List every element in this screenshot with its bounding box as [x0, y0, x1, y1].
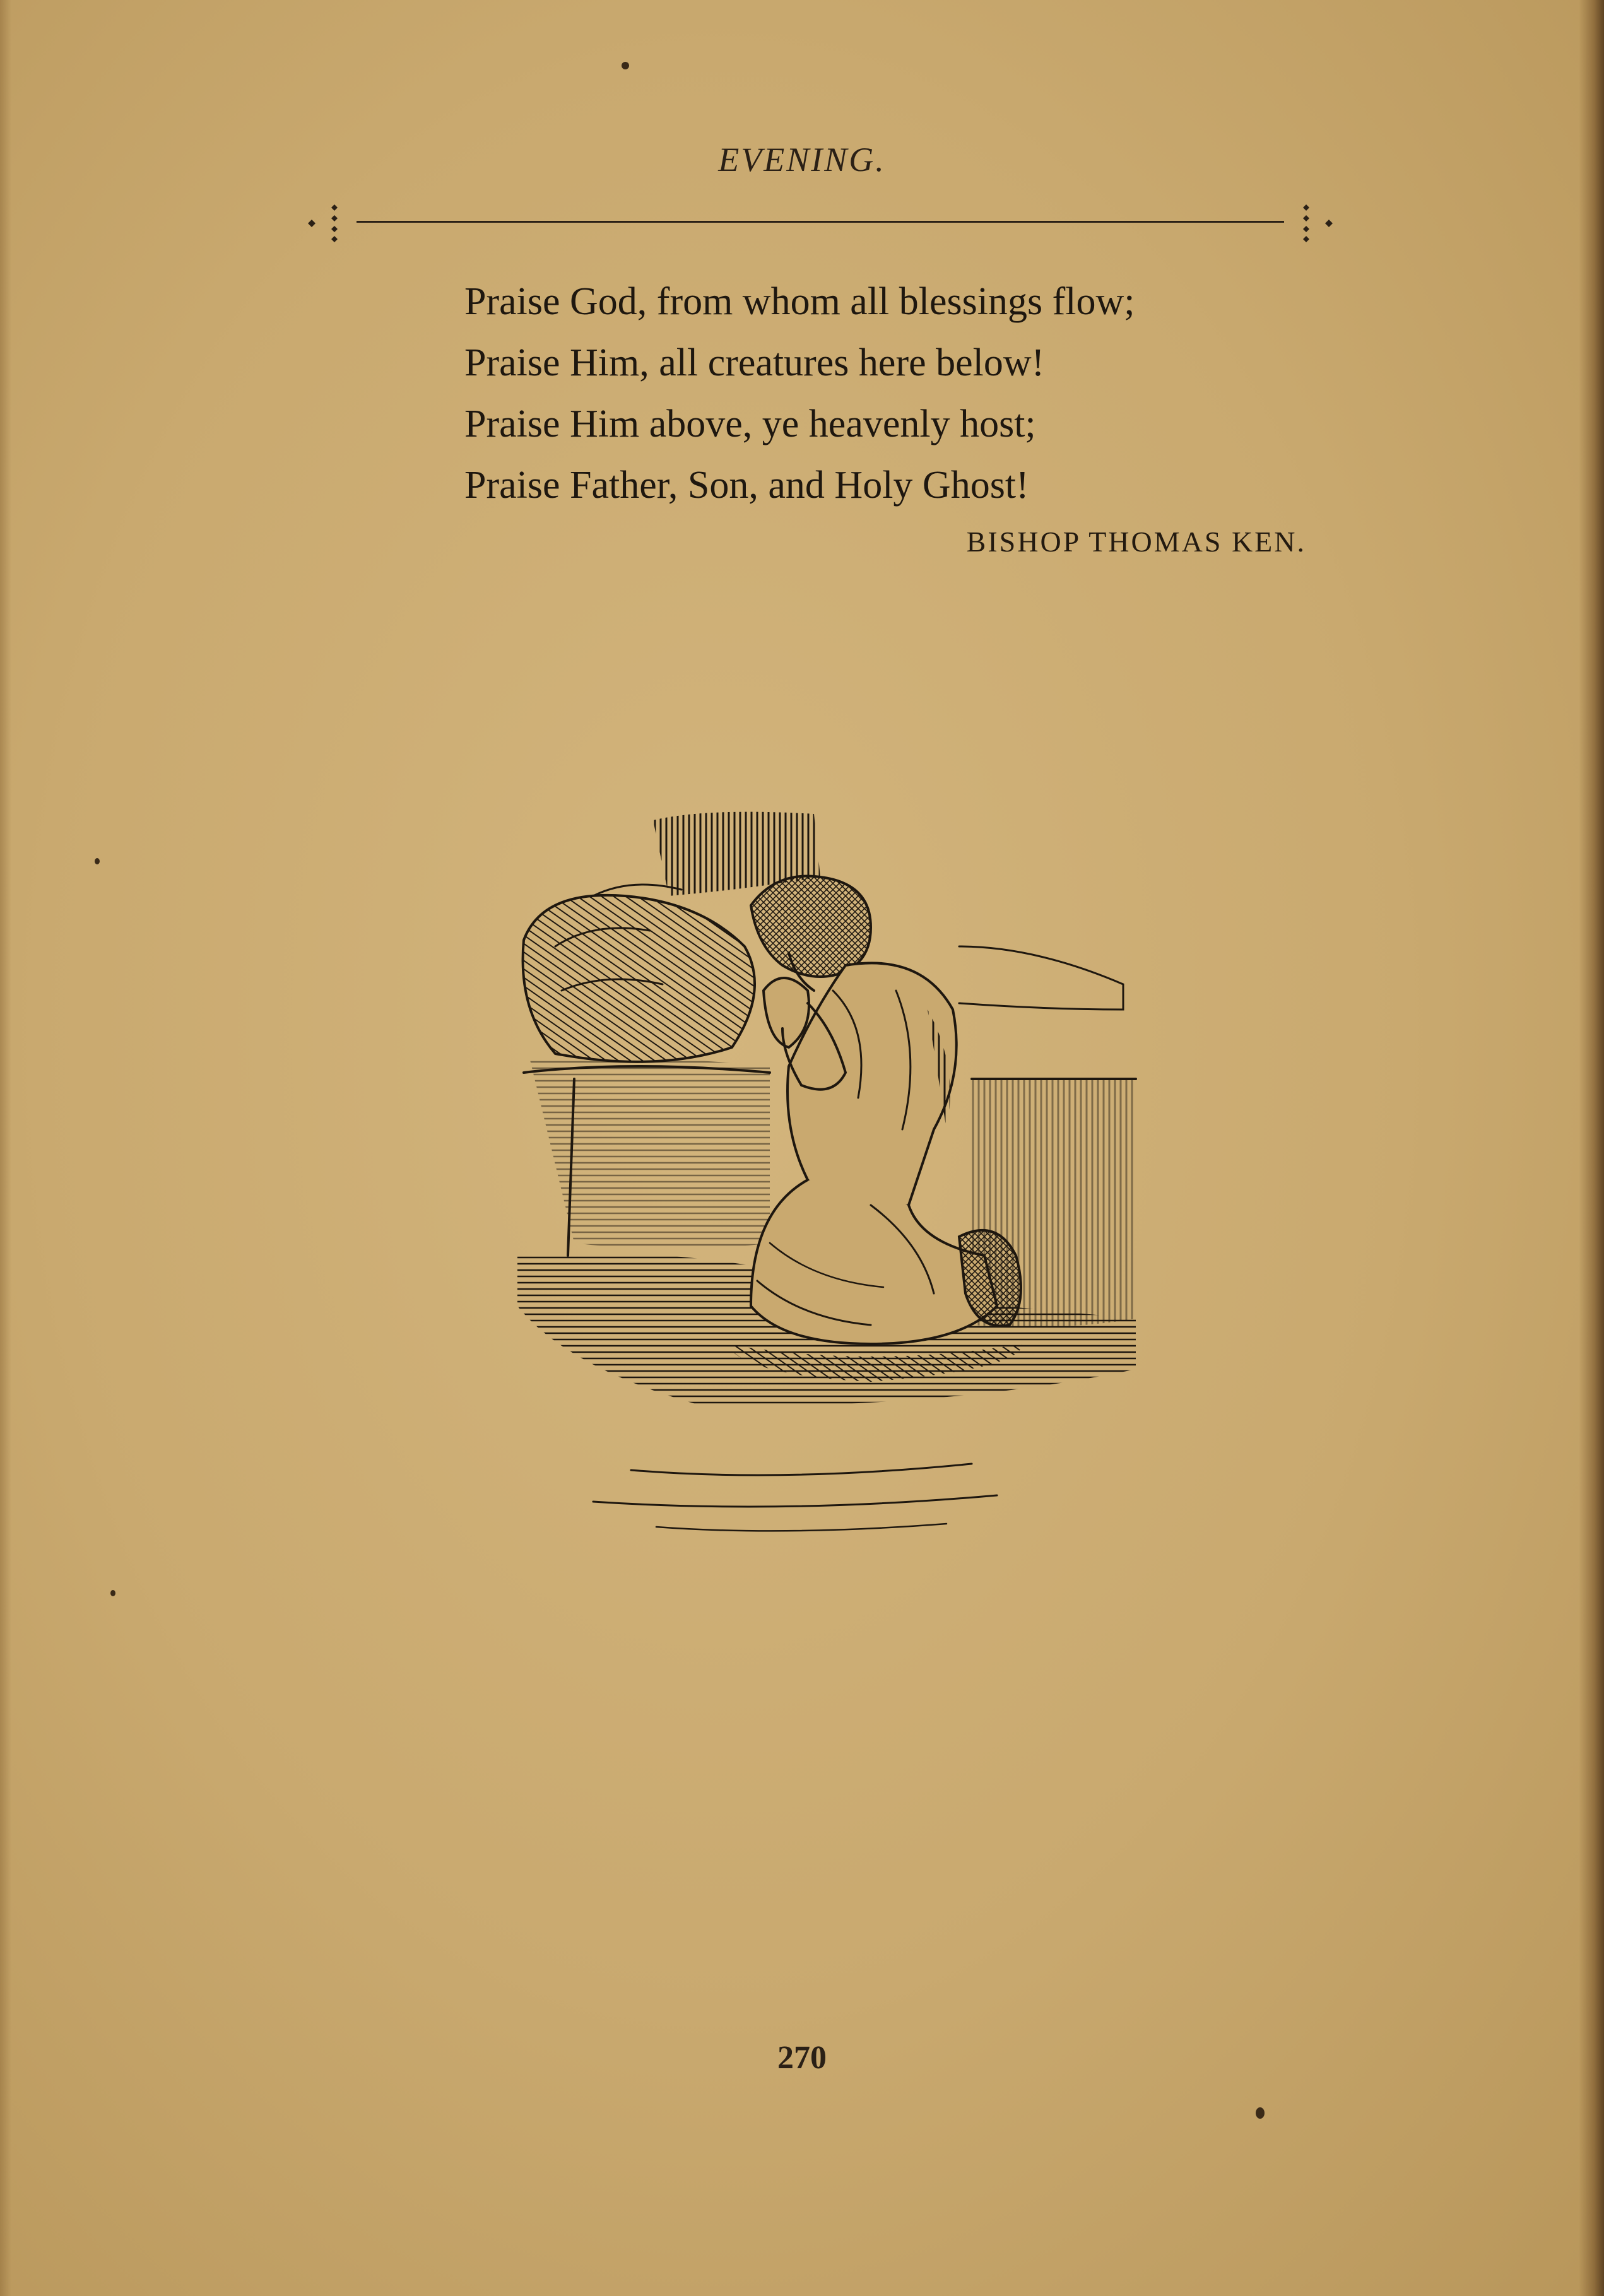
running-head: EVENING. — [718, 141, 886, 179]
verse-attribution: BISHOP THOMAS KEN. — [966, 526, 1306, 558]
page-number: 270 — [777, 2040, 827, 2076]
paper-speck — [622, 62, 629, 69]
paper-speck — [1256, 2107, 1265, 2119]
ornamental-rule — [303, 196, 1338, 246]
page-right-edge-shading — [1579, 0, 1604, 2296]
paper-speck — [110, 1590, 115, 1596]
page-left-edge-shading — [0, 0, 11, 2296]
diamond-ornament-icon — [1294, 201, 1338, 245]
kneeling-boy-praying-icon — [517, 801, 1142, 1546]
verse-line: Praise God, from whom all blessings flow; — [464, 280, 1135, 323]
verse-line: Praise Him above, ye heavenly host; — [464, 403, 1036, 445]
horizontal-rule — [357, 221, 1284, 223]
paper-speck — [95, 858, 100, 864]
verse-line: Praise Father, Son, and Holy Ghost! — [464, 464, 1029, 507]
verse-stanza — [464, 271, 1348, 516]
diamond-ornament-icon — [303, 201, 347, 245]
verse-line: Praise Him, all creatures here below! — [464, 341, 1045, 384]
